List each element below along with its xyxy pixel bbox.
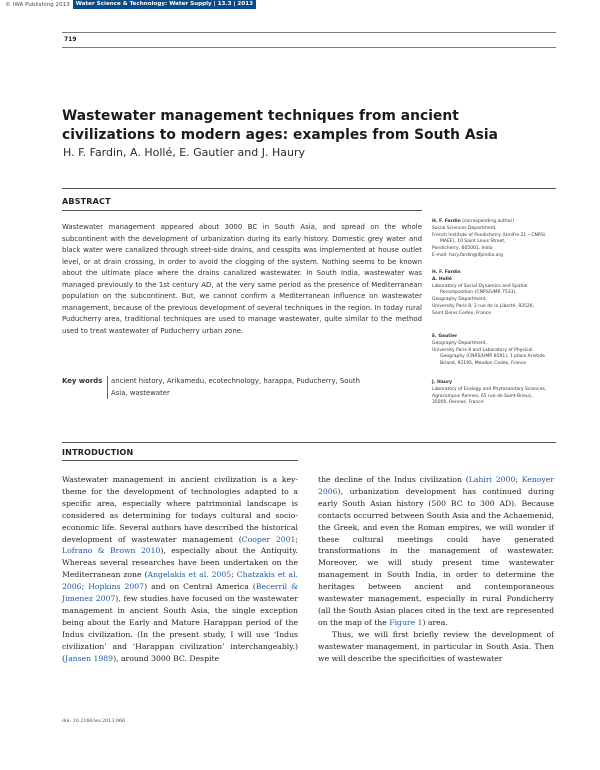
title-line-2: civilizations to modern ages: examples from South Asia [62,127,499,143]
affiliation-line: Laboratory of Ecology and Phytosanitary Sciences, [432,386,547,392]
text-run: ; [81,582,89,592]
affiliation-line: Social Sciences Department, [432,225,497,231]
citation-link[interactable]: Hopkins 2007 [88,582,145,592]
affiliation-line: Briand, 92195, Meudon Cedex, France [440,361,527,367]
abstract-text: Wastewater management appeared about 3000 BC in South Asia, and spread on the whole subcontinent with the development of urbanization during its early history. Domestic grey water and black water were canalized through street-side drains, and cesspits was implemented at house outlet level, or at drain crossing, in order to avoid the clogging of the system. Nothing seems to be known about the ultimate place where the drains canalized wastewater. In South India, wastewater was managed previously to the 1st century AD, at the very same period as the presence of Mediterranean population on the subcontinent. But, we cannot confirm a Mediterranean influence on wastewater management, because of the previous development of several techniques in the region. In today rural Puducherry area, traditional techniques are used to manage wastewater, quite similar to the method used to treat wastewater of Puducherry urban zone. [62,223,422,335]
affiliation-line: University Paris 8, 2 rue de la Liberté, 93526, [432,303,535,309]
header-bottom-rule [62,47,556,48]
doi: doi: 10.2166/ws.2013.066 [62,719,126,724]
affiliation-name: H. F. Fardin [432,219,461,224]
text-run: ) and on Central America ( [144,582,256,592]
text-run: ) area. [422,617,448,627]
affiliation-line: Laboratory of Social Dynamics and Spatial [432,283,528,289]
paragraph: Thus, we will first briefly review the development of wastewater management, in particular in South Asia. Then we will describe the specificities of wastewater [318,629,554,663]
affiliation-line: Saint Denis Cedex, France [432,310,491,316]
affiliation-4 [432,380,562,407]
affiliation-1 [432,219,562,260]
copyright: © IWA Publishing 2013 [5,1,70,8]
affiliation-line: 35000, Rennes, France [432,400,484,406]
page-number: 719 [64,36,77,43]
affiliation-name-2: A. Hollé [432,276,452,282]
keywords [62,376,422,399]
keywords-list: ancient history, Arikamedu, ecotechnology, harappa, Puducherry, South Asia, wastewater [107,376,371,399]
keywords-label: Key words [62,377,103,385]
text-run: ), especially about the Antiquity. Whereas several researches have been undertaken on the Mediterranean zone ( [62,546,298,580]
text-run: the decline of the Indus civilization ( [318,475,469,484]
affiliation-3 [432,334,562,368]
citation-link[interactable]: Becerril & Jimenez 2007 [62,582,298,604]
citation-link[interactable]: Jansen 1989 [65,653,114,663]
text-run: ), few studies have focused on the wastewater management in ancient South Asia, the single exception being about the Early and Mature Harappan period of the Indus civilization. (In the present study, I will use ‘Indus civilization’ and ‘Harappan civilization’ interchangeably.) ( [62,594,298,663]
figure-link[interactable]: Figure 1 [389,617,423,627]
affiliation-line: University Paris 8 and Laboratory of Physical [432,347,533,353]
citation-link[interactable]: Chatzakis et al. 2006 [62,570,298,592]
paper-title [62,107,522,145]
citation-link[interactable]: Angelakis et al. 2005 [147,570,232,580]
title-line-1: Wastewater management techniques from ancient [62,108,459,124]
introduction-heading-rule [62,460,298,461]
text-run: ), urbanization development has continued during early South Asian history (500 BC to 300 AD). Because contacts occurred between South Asia and the Achaemenid, the Greek, and even the Roman empires, we will wonder if these cultural meetings could have generated transformations in the management of wastewater. Moreover, we will study present time wastewater management in South India, in order to determine the heritages between ancient and contemporaneous wastewater management, especially in rural Pondicherry (all the South Asian places cited in the text are represented on the map of the [318,486,554,627]
text-run: ; [231,570,237,580]
journal-volume: 13.3 [217,1,232,7]
affiliation-2 [432,270,562,318]
citation-link[interactable]: Lofrano & Brown 2010 [62,546,161,556]
introduction-left-column [62,474,298,665]
introduction-right-column [318,474,554,665]
author-list: H. F. Fardin, A. Hollé, E. Gautier and J. Haury [63,146,305,159]
text-run: ), around 3000 BC. Despite [113,653,220,663]
text-run: ; [515,475,522,484]
journal-header [0,0,256,9]
text-run: ; [295,534,298,544]
citation-link[interactable]: Kenoyer 2006 [318,475,554,496]
affiliation-line: Recomposition (CNRS/UMR 7533), [440,290,517,296]
citation-link[interactable]: Lahiri 2000 [468,475,516,484]
citation-link[interactable]: Cooper 2001 [241,534,296,544]
affiliation-line: Geography (CNRS/UMR 8591), 1 place Aristide [440,354,545,360]
affiliation-line: Agrocampus Rennes, 65 rue de Saint-Brieuc, [432,393,533,399]
affiliation-line: Pondicherry, 605001, India [432,246,493,252]
abstract-heading-rule [62,210,422,211]
abstract-heading: ABSTRACT [62,197,111,206]
journal-band: Water Science & Technology: Water Supply | 13.3 | 2013 [73,0,256,9]
journal-year: 2013 [237,1,253,7]
introduction-heading: INTRODUCTION [62,448,134,457]
journal-name: Water Science & Technology: Water Supply [75,1,212,7]
affiliation-line: Geography Department, [432,297,487,303]
affiliation-line: French Institute of Pondicherry (Umifre 21 – CNRS/ [432,232,546,238]
affiliation-note: (corresponding author) [460,219,515,224]
introduction-top-rule [62,442,556,443]
header-top-rule [62,32,556,33]
affiliation-name: H. F. Fardin [432,270,461,275]
affiliation-email: E-mail: hary.fardin@ifpindia.org [432,252,504,258]
text-run: Wastewater management in ancient civilization is a key-theme for the development of technologies adapted to a specific area, especially where patrimonial landscape is considered as determining for todays cultural and socio-economic life. Several authors have described the historical development of wastewater management ( [62,475,298,544]
affiliation-name: E. Gautier [432,334,458,339]
affiliation-name: J. Haury [432,380,453,385]
affiliation-line: Geography Department, [432,340,487,346]
affiliation-line: MAEE), 10 Saint Louis Street, [440,239,506,245]
abstract-top-rule [62,188,556,189]
